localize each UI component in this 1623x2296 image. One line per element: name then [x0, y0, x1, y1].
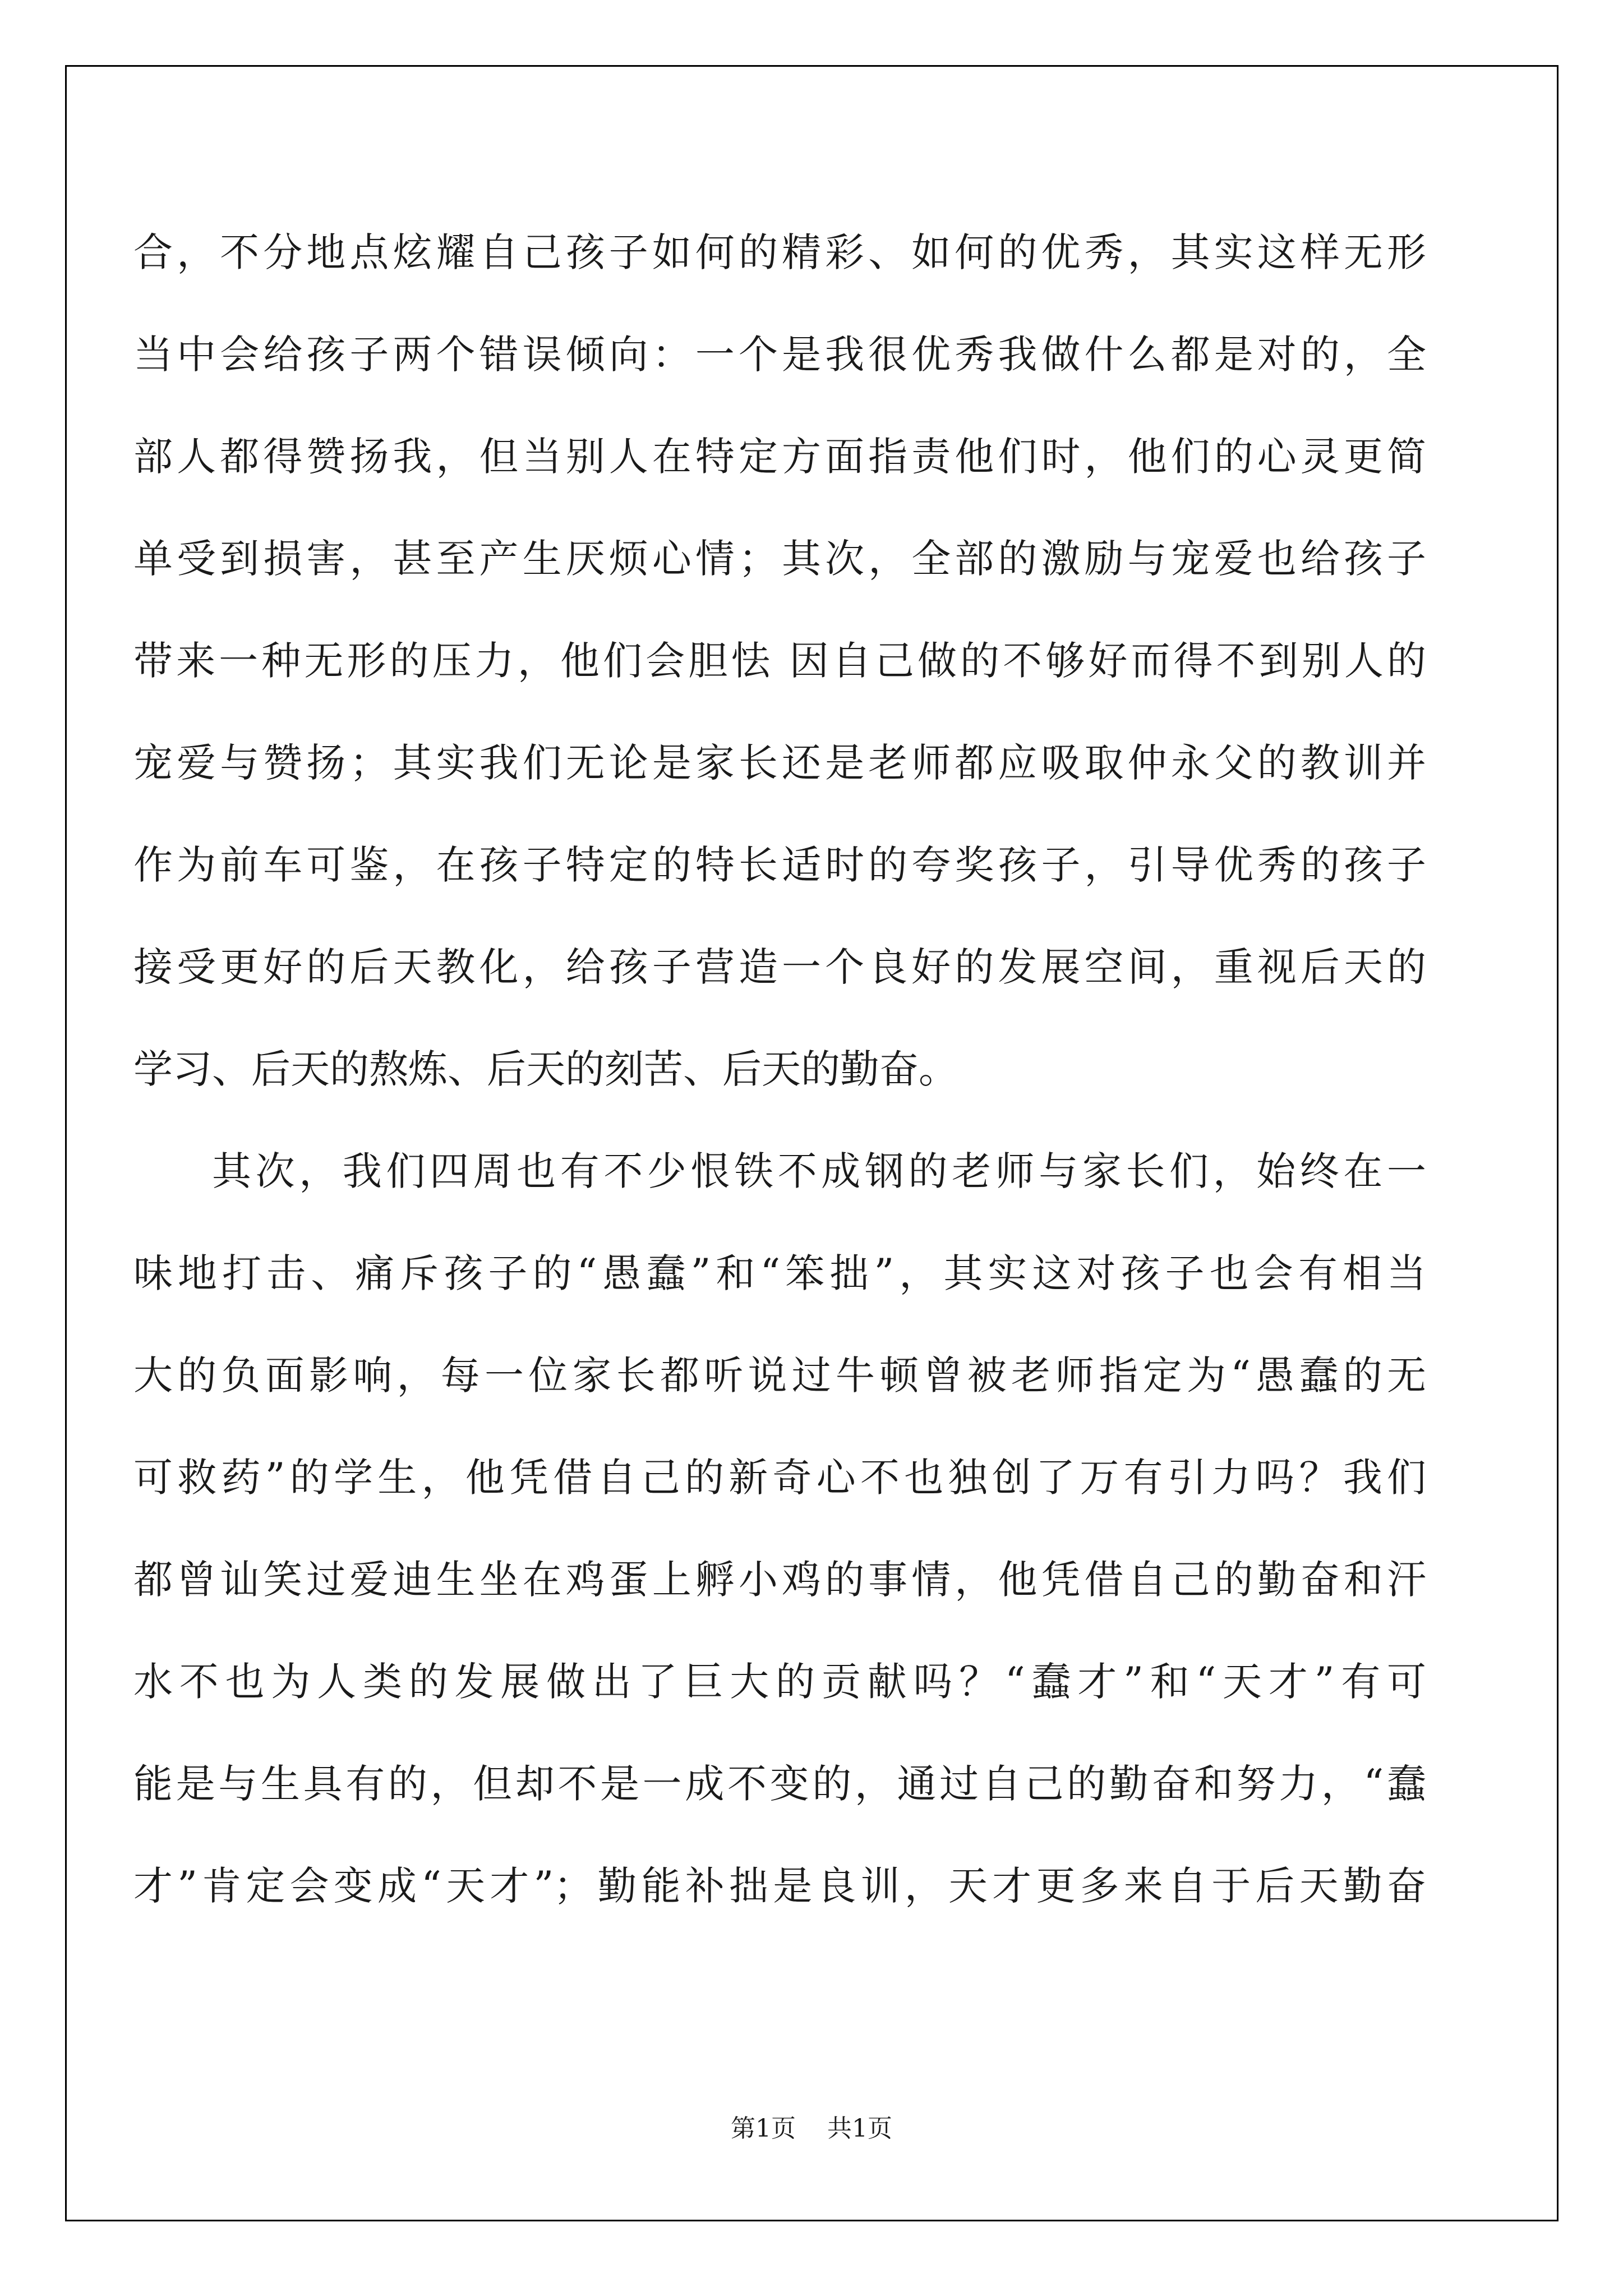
text-line: 学习、后天的熬炼、后天的刻苦、后天的勤奋。: [133, 1046, 958, 1092]
paragraph-first-line: 其次，我们四周也有不少恨铁不成钢的老师与家长们，始终在一: [212, 1148, 1426, 1194]
text-line: 可救药”的学生，他凭借自己的新奇心不也独创了万有引力吗？我们: [133, 1455, 1426, 1501]
text-line: 带来一种无形的压力，他们会胆怯 因自己做的不够好而得不到别人的: [133, 638, 1426, 684]
page-footer: [0, 2112, 1623, 2146]
page-number: 第1页: [731, 2114, 796, 2143]
text-line: 都曾讪笑过爱迪生坐在鸡蛋上孵小鸡的事情，他凭借自己的勤奋和汗: [133, 1557, 1426, 1603]
text-line: 接受更好的后天教化，给孩子营造一个良好的发展空间，重视后天的: [133, 944, 1426, 990]
text-line: 能是与生具有的，但却不是一成不变的，通过自己的勤奋和努力，“蠢: [133, 1761, 1426, 1807]
text-line: 合，不分地点炫耀自己孩子如何的精彩、如何的优秀，其实这样无形: [133, 229, 1426, 275]
text-line: 单受到损害，甚至产生厌烦心情；其次，全部的激励与宠爱也给孩子: [133, 536, 1426, 582]
text-line: 味地打击、痛斥孩子的“愚蠢”和“笨拙”，其实这对孩子也会有相当: [133, 1250, 1426, 1296]
text-line: 宠爱与赞扬；其实我们无论是家长还是老师都应吸取仲永父的教训并: [133, 740, 1426, 786]
text-line: 作为前车可鉴，在孩子特定的特长适时的夸奖孩子，引导优秀的孩子: [133, 842, 1426, 888]
text-line: 才”肯定会变成“天才”；勤能补拙是良训，天才更多来自于后天勤奋: [133, 1863, 1426, 1909]
text-line: 部人都得赞扬我，但当别人在特定方面指责他们时，他们的心灵更简: [133, 434, 1426, 480]
text-line: 水不也为人类的发展做出了巨大的贡献吗？“蠢才”和“天才”有可: [133, 1659, 1426, 1705]
text-line: 当中会给孩子两个错误倾向：一个是我很优秀我做什么都是对的，全: [133, 332, 1426, 378]
page-total: 共1页: [827, 2114, 892, 2143]
text-line: 大的负面影响，每一位家长都听说过牛顿曾被老师指定为“愚蠢的无: [133, 1352, 1426, 1398]
